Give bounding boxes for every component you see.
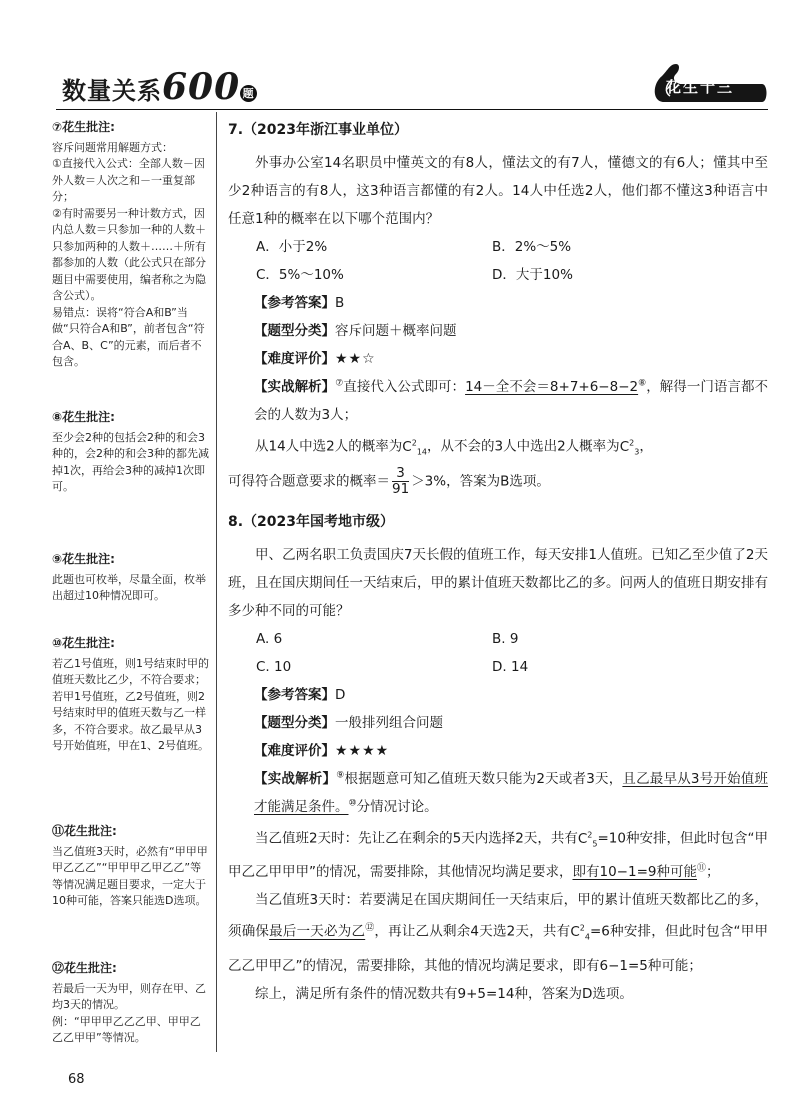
- answer-value: B: [335, 295, 345, 311]
- underlined-text: 即有10−1=9种可能: [572, 864, 697, 881]
- q8-answer-line: [228, 681, 768, 709]
- note-12: [52, 960, 210, 1047]
- comb-base: C: [570, 923, 580, 940]
- question-7-stem: 外事办公室14名职员中懂英文的有8人，懂法文的有7人，懂德文的有6人；懂其中至少2种语言的有8人，这3种语言都懂的有2人。14人中任选2人，他们都不懂这3种语言中任意1种的概率在以下哪个范围内？: [228, 155, 768, 227]
- note-9-head: ⑨花生批注:: [52, 552, 115, 566]
- q8-analysis-1: [228, 765, 768, 821]
- combination-c14-2: [402, 439, 427, 455]
- comb-sup: 2: [579, 923, 585, 933]
- difficulty-stars: ★★☆: [335, 351, 376, 367]
- analysis-text: ；: [706, 864, 720, 881]
- option-d: D. 14: [492, 659, 529, 676]
- analysis-text: ，: [639, 438, 653, 455]
- question-8: [228, 509, 768, 1007]
- combination-c3-2: [620, 439, 640, 455]
- comb-sup: 2: [629, 438, 635, 447]
- note-8: [52, 409, 210, 496]
- comb-base: C: [402, 438, 412, 455]
- underlined-text: 且乙最早从3号开始值班才能满足条件。: [254, 771, 769, 816]
- q7-analysis-1: [228, 373, 768, 429]
- main-content: [228, 117, 768, 1008]
- fraction-denominator: 91: [392, 481, 410, 498]
- note-11-head: ⑪花生批注:: [52, 824, 117, 838]
- footnote-mark: ⑦: [335, 378, 344, 389]
- analysis-text: ，解得一门语言都不会的人数为3人；: [254, 379, 768, 423]
- footnote-mark: ⑫: [365, 923, 375, 934]
- question-7-options: [228, 233, 768, 289]
- page-number: 68: [68, 1072, 85, 1087]
- footnote-mark: ⑩: [348, 798, 357, 809]
- analysis-text: ＞3%，答案为B选项。: [411, 473, 550, 490]
- question-8-stem: 甲、乙两名职工负责国庆7天长假的值班工作，每天安排1人值班。已知乙至少值了2天班，且在国庆期间任一天结束后，甲的累计值班天数都比乙的多。问两人的值班日期安排有多少种不同的可能？: [228, 547, 768, 620]
- q8-analysis-2: [228, 821, 768, 886]
- option-a: A．小于2%: [256, 239, 328, 255]
- analysis-tag: 【实战解析】: [254, 771, 337, 788]
- analysis-text: 分情况讨论。: [356, 799, 438, 816]
- comb-base: C: [619, 438, 630, 455]
- book-number: 600: [162, 66, 241, 108]
- answer-tag: 【参考答案】: [254, 687, 335, 704]
- type-value: 容斥问题＋概率问题: [335, 323, 457, 339]
- note-7-head: ⑦花生批注:: [52, 120, 115, 134]
- fraction: [392, 466, 409, 497]
- comb-sup: 2: [587, 830, 593, 840]
- book-suffix: 题: [240, 85, 257, 102]
- type-tag: 【题型分类】: [254, 323, 335, 339]
- note-7-warning: 易错点：误将“符合A和B”当做“只符合A和B”，前者包含“符合A、B、C”的元素，而后者不包含。: [52, 305, 205, 368]
- note-7-line: ①直接代入公式：全部人数－因外人数＝人次之和－一重复部分；: [52, 157, 205, 203]
- note-11: [52, 823, 210, 910]
- combination-c4-2: [570, 924, 590, 940]
- note-8-text: 至少会2种的包括会2种的和会3种的，会2种的和会3种的都先减掉1次，再给会3种的减掉1次即可。: [52, 430, 209, 493]
- question-8-options: [228, 625, 768, 681]
- type-tag: 【题型分类】: [254, 715, 335, 732]
- q7-analysis-2: [228, 429, 768, 466]
- formula-underlined: 14－全不会＝8+7+6−8−2: [465, 379, 639, 395]
- analysis-text: 从14人中选2人的概率为: [255, 438, 403, 455]
- note-11-text: 当乙值班3天时，必然有“甲甲甲甲乙乙乙”“甲甲甲乙甲乙乙”等等情况满足题目要求，一定大于10种可能，答案只能选D选项。: [52, 844, 208, 907]
- book-title-text: 数量关系: [62, 77, 162, 105]
- footnote-mark: ⑨: [336, 770, 345, 781]
- note-9: [52, 551, 210, 605]
- analysis-text: 直接代入公式即可：: [343, 379, 466, 395]
- analysis-tag: 【实战解析】: [254, 379, 336, 395]
- question-7: [228, 117, 768, 497]
- q8-type-line: [228, 709, 768, 737]
- page-header: [0, 0, 800, 110]
- book-title: [62, 66, 257, 108]
- note-10-head: ⑩花生批注:: [52, 636, 115, 650]
- analysis-text: 可得符合题意要求的概率＝: [228, 473, 390, 490]
- footnote-mark: ⑪: [696, 863, 706, 874]
- note-7-line: 容斥问题常用解题方式：: [52, 140, 173, 154]
- footnote-mark: ⑧: [638, 378, 647, 389]
- q7-difficulty-line: [228, 345, 768, 373]
- combination-c5-2: [578, 831, 598, 847]
- answer-tag: 【参考答案】: [254, 295, 335, 311]
- analysis-text: =6种安排，但此时包含“甲甲乙乙甲甲乙”的情况，需要排除，其他的情况均满足要求，即有6−1=5种可能；: [228, 923, 768, 974]
- note-12-head: ⑫花生批注:: [52, 961, 117, 975]
- q7-answer-line: [228, 289, 768, 317]
- comb-sub: 3: [634, 447, 640, 457]
- comb-sup: 2: [411, 438, 417, 447]
- note-10: [52, 635, 210, 755]
- question-7-title: 7.（2023年浙江事业单位）: [228, 122, 409, 138]
- analysis-text: ，从不会的3人中选出2人概率为: [427, 438, 620, 455]
- option-a: A. 6: [256, 631, 283, 648]
- column-divider: [216, 112, 217, 1052]
- q8-analysis-3: [228, 886, 768, 979]
- q7-analysis-3: [228, 466, 768, 497]
- note-7-line: ②有时需要另一种计数方式，因内总人数＝只参加一种的人数＋只参加两种的人数＋……＋所有都参加的人数（此公式只在部分题目中需要使用，编者称之为隐含公式）。: [52, 206, 206, 302]
- logo-text: 花生十三: [666, 78, 735, 96]
- comb-sub: 5: [592, 839, 598, 849]
- note-7: [52, 119, 210, 371]
- difficulty-tag: 【难度评价】: [254, 351, 335, 367]
- q8-difficulty-line: [228, 737, 768, 765]
- comb-sub: 4: [584, 932, 590, 942]
- analysis-text: =10种安排，但此时包含“甲甲乙乙甲甲甲”的情况，需要排除，其他情况均满足要求，: [228, 830, 768, 881]
- option-c: C．5%～10%: [256, 267, 344, 283]
- option-d: D．大于10%: [492, 267, 573, 283]
- answer-value: D: [335, 687, 346, 704]
- underlined-text: 最后一天必为乙: [269, 923, 366, 940]
- option-c: C. 10: [256, 659, 292, 676]
- difficulty-stars: ★★★★: [335, 743, 390, 760]
- analysis-text: 当乙值班3天时：若要满足在国庆期间任一天结束后，甲的累计值班天数都比乙的多，须确保: [228, 892, 768, 940]
- note-9-text: 此题也可枚举，尽量全面，枚举出超过10种情况即可。: [52, 572, 206, 602]
- fraction-numerator: 3: [396, 465, 405, 482]
- note-12-line: 若最后一天为甲，则存在甲、乙均3天的情况。: [52, 981, 206, 1011]
- difficulty-tag: 【难度评价】: [254, 743, 335, 760]
- q8-analysis-4: 综上，满足所有条件的情况数共有9+5=14种，答案为D选项。: [255, 985, 633, 1002]
- note-12-line: 例：“甲甲甲乙乙乙甲、甲甲乙乙乙甲甲”等情况。: [52, 1014, 201, 1044]
- comb-base: C: [577, 830, 588, 847]
- note-10-text: 若乙1号值班，则1号结束时甲的值班天数比乙少，不符合要求；若甲1号值班，乙2号值班，则2号结束时甲的值班天数与乙一样多，不符合要求。故乙最早从3号开始值班，甲在1、2号值班。: [52, 656, 209, 752]
- type-value: 一般排列组合问题: [335, 715, 443, 732]
- analysis-text: ，再让乙从剩余4天选2天，共有: [374, 923, 571, 940]
- analysis-text: 根据题意可知乙值班天数只能为2天或者3天，: [344, 771, 623, 788]
- q7-type-line: [228, 317, 768, 345]
- header-divider: [56, 109, 768, 110]
- option-b: B．2%～5%: [492, 239, 572, 255]
- question-8-title: 8.（2023年国考地市级）: [228, 514, 395, 531]
- comb-sub: 14: [416, 447, 427, 457]
- analysis-text: 当乙值班2天时：先让乙在剩余的5天内选择2天，共有: [255, 830, 578, 847]
- note-8-head: ⑧花生批注:: [52, 410, 115, 424]
- option-b: B. 9: [492, 631, 519, 648]
